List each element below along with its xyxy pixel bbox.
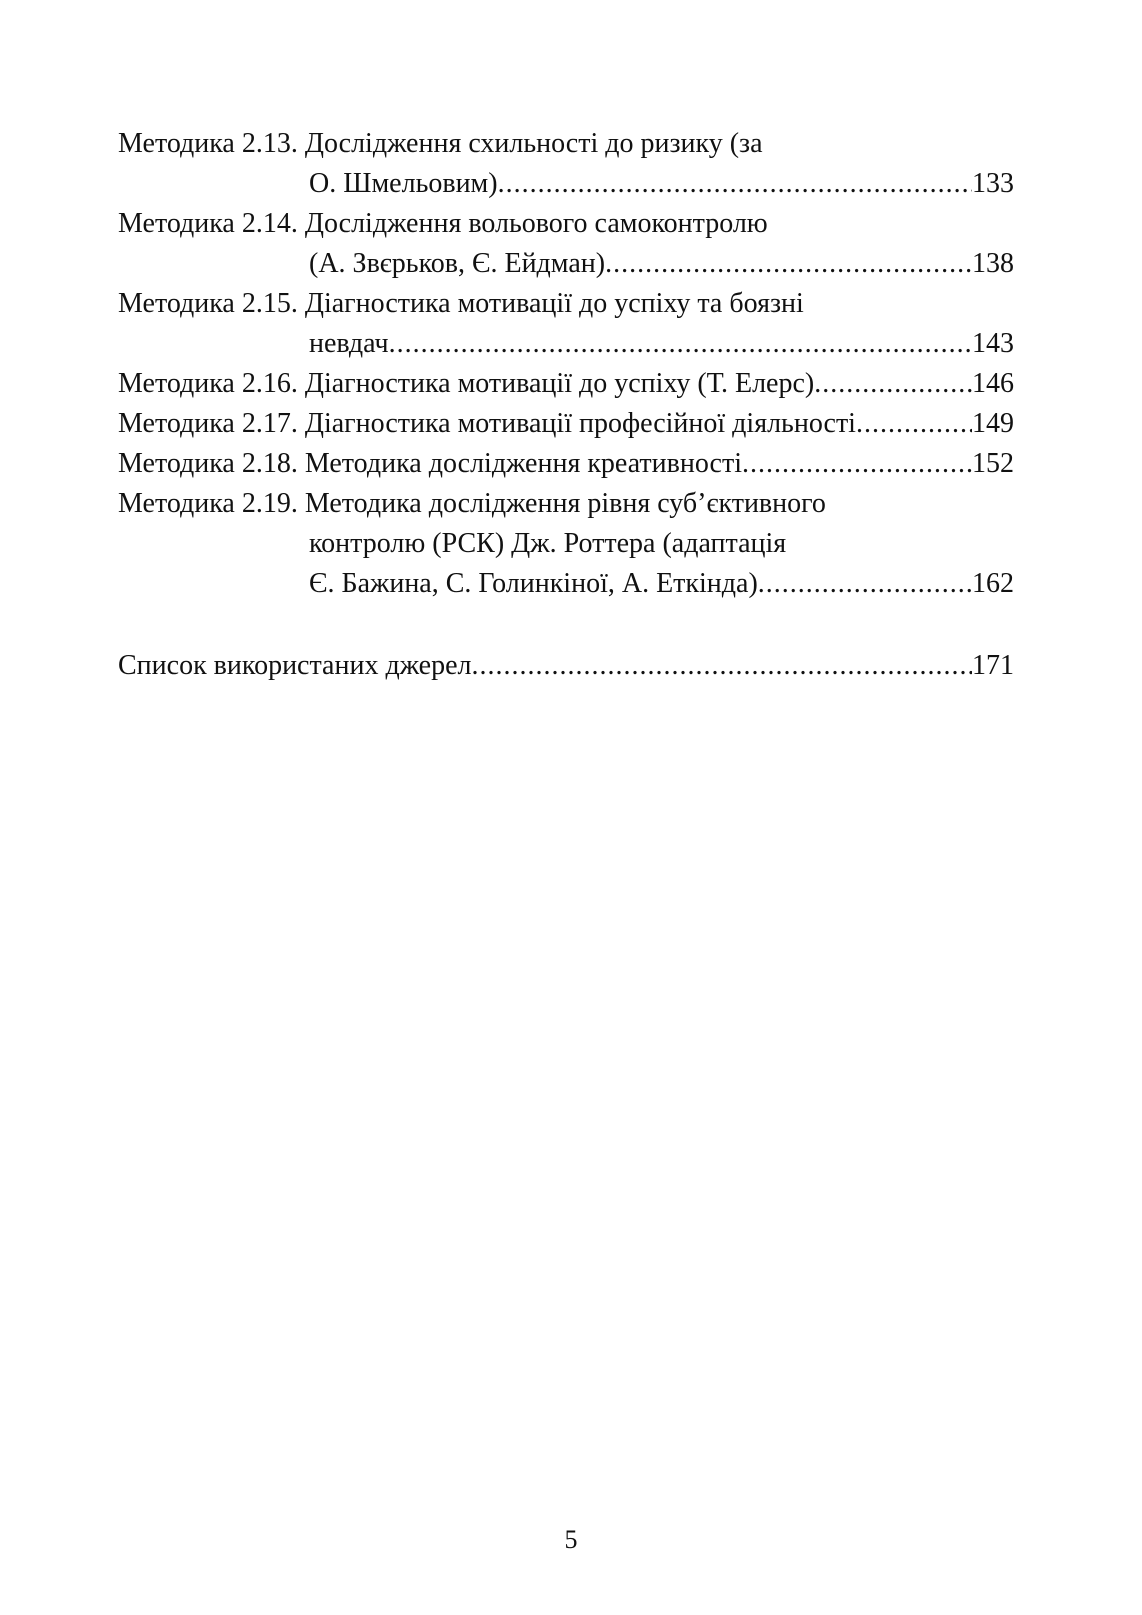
toc-page-number: 152: [972, 448, 1014, 479]
toc-page-number: 143: [972, 328, 1014, 359]
toc-page-number: 149: [972, 408, 1014, 439]
toc-entry-2-15-line1: Методика 2.15. Діагностика мотивації до успіху та боязні: [118, 288, 804, 319]
toc-entry-2-18[interactable]: [118, 444, 1014, 484]
toc-page-number: 171: [972, 650, 1014, 681]
toc-entry-2-19[interactable]: [118, 564, 1014, 604]
toc-entry-title: Методика 2.18. Методика дослідження креативності: [118, 448, 742, 479]
toc-entry-title: Методика 2.16. Діагностика мотивації до успіху (Т. Елерс): [118, 368, 815, 399]
leader-dots: [856, 404, 972, 444]
toc-entry-2-19-line2: контролю (РСК) Дж. Роттера (адаптація: [309, 528, 787, 559]
toc-entry-2-14-line1: Методика 2.14. Дослідження вольового самоконтролю: [118, 208, 768, 239]
spacer: [118, 604, 1014, 646]
toc-page-number: 133: [972, 168, 1014, 199]
toc-entry-2-14[interactable]: [118, 244, 1014, 284]
toc-entry-2-13[interactable]: [118, 164, 1014, 204]
leader-dots: [814, 364, 972, 404]
toc-page-number: 138: [972, 248, 1014, 279]
toc-entry-title: О. Шмельовим): [309, 168, 498, 199]
toc-entry-2-15[interactable]: [118, 324, 1014, 364]
page-number: 5: [564, 1525, 578, 1554]
leader-dots: [742, 444, 972, 484]
toc-entry-title: Список використаних джерел: [118, 650, 472, 681]
toc-entry-2-13-line1: Методика 2.13. Дослідження схильності до ризику (за: [118, 128, 763, 159]
toc-entry-2-19-line1: Методика 2.19. Методика дослідження рівня суб’єктивного: [118, 488, 826, 519]
toc-page-number: 146: [972, 368, 1014, 399]
toc-entry-title: Методика 2.17. Діагностика мотивації професійної діяльності: [118, 408, 856, 439]
leader-dots: [389, 324, 972, 364]
toc-entry-title: невдач: [309, 328, 389, 359]
toc-entry-title: (А. Звєрьков, Є. Ейдман): [309, 248, 606, 279]
leader-dots: [498, 164, 972, 204]
leader-dots: [758, 564, 972, 604]
toc-entry-2-17[interactable]: [118, 404, 1014, 444]
leader-dots: [605, 244, 972, 284]
toc-page-number: 162: [972, 568, 1014, 599]
table-of-contents: [118, 124, 1014, 686]
toc-entry-title: Є. Бажина, С. Голинкіної, А. Еткінда): [309, 568, 758, 599]
toc-entry-references[interactable]: [118, 646, 1014, 686]
leader-dots: [472, 646, 973, 686]
toc-entry-2-16[interactable]: [118, 364, 1014, 404]
